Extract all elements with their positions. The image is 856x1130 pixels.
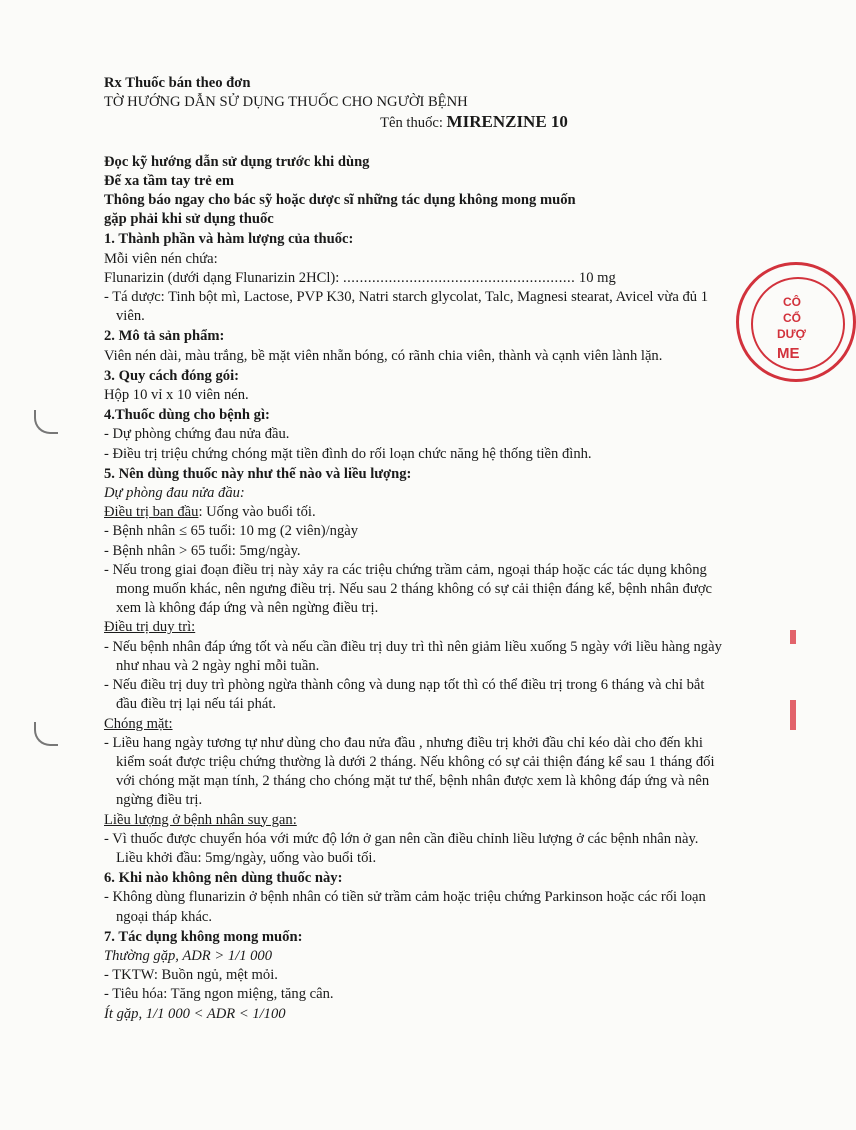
s4-bullet-2: - Điều trị triệu chứng chóng mặt tiền đình do rối loạn chức năng hệ thống tiền đình. [104,445,592,462]
edge-stamp-mark [790,630,796,644]
section-2-title: 2. Mô tả sản phẩm: [104,328,225,345]
s5-liver-label: Liều lượng ở bệnh nhân suy gan: [104,811,297,828]
s4-bullet-1: - Dự phòng chứng đau nửa đầu. [104,426,290,443]
s7-bullet-2: - Tiêu hóa: Tăng ngon miệng, tăng cân. [104,986,334,1003]
section-7-title: 7. Tác dụng không mong muốn: [104,928,303,945]
s5-bullet-2: - Bệnh nhân > 65 tuổi: 5mg/ngày. [104,542,301,559]
ingredient-amount: 10 mg [575,269,616,286]
s3-text: Hộp 10 vỉ x 10 viên nén. [104,387,249,404]
stamp-text-4: ME [777,345,800,362]
warning-report-cont: gặp phải khi sử dụng thuốc [104,211,274,228]
s5-maint-1: - Nếu bệnh nhân đáp ứng tốt và nếu cần điều trị duy trì thì nên giảm liều xuống 5 ngày với liều hàng ngày như nhau và 2 ngày nghỉ mỗi tuần. [104,638,722,674]
drug-label: Tên thuốc: [380,115,447,132]
drug-title [104,112,724,133]
drug-name: MIRENZINE 10 [446,112,568,132]
warning-read: Đọc kỹ hướng dẫn sử dụng trước khi dùng [104,153,370,170]
s5-dizzy-1: - Liều hang ngày tương tự như dùng cho đau nửa đầu , nhưng điều trị khởi đầu chỉ kéo dài cho đến khi kiểm soát được triệu chứng thường là dưới 2 tháng. Nếu không có sự cải thiện đáng kể sau 1 tháng đối với chóng mặt mạn tính, 2 tháng cho chóng mặt tư thế, bệnh nhân được xem là không đáp ứng và nên ngừng điều trị. [104,734,715,809]
rx-label: Rx Thuốc bán theo đơn [104,75,251,91]
s6-bullet-1: - Không dùng flunarizin ở bệnh nhân có tiền sử trầm cảm hoặc triệu chứng Parkinson hoặc các rối loạn ngoại tháp khác. [104,889,706,925]
warning-report: Thông báo ngay cho bác sỹ hoặc dược sĩ những tác dụng không mong muốn [104,192,576,209]
s2-text: Viên nén dài, màu trắng, bề mặt viên nhẵn bóng, có rãnh chia viên, thành và cạnh viên lành lặn. [104,347,663,364]
s5-maintenance-label: Điều trị duy trì: [104,619,196,636]
punch-hole-mark [34,410,58,434]
s5-maint-2: - Nếu điều trị duy trì phòng ngừa thành công và dung nạp tốt thì có thể điều trị trong 6 tháng và chỉ bắt đầu điều trị lại nếu tái phát. [104,677,705,713]
company-stamp [736,262,856,382]
section-6-title: 6. Khi nào không nên dùng thuốc này: [104,870,343,887]
stamp-text-2: CỔ [783,311,801,325]
s1-ingredient [104,269,724,288]
section-1-title: 1. Thành phần và hàm lượng của thuốc: [104,231,354,248]
stamp-text-1: CÔ [783,295,801,309]
initial-label: Điều trị ban đầu [104,504,199,521]
s7-common: Thường gặp, ADR > 1/1 000 [104,947,273,964]
section-3-title: 3. Quy cách đóng gói: [104,367,240,384]
initial-text: : Uống vào buổi tối. [198,504,316,521]
s7-rare: Ít gặp, 1/1 000 < ADR < 1/100 [104,1005,286,1022]
guide-title: TỜ HƯỚNG DẪN SỬ DỤNG THUỐC CHO NGƯỜI BỆNH [104,94,468,111]
s5-liver-1: - Vì thuốc được chuyển hóa với mức độ lớn ở gan nên cần điều chỉnh liều lượng ở các bệnh nhân này. Liều khởi đầu: 5mg/ngày, uống vào buổi tối. [104,830,699,866]
s1-excipients: - Tá dược: Tinh bột mì, Lactose, PVP K30, Natri starch glycolat, Talc, Magnesi stearat, Avicel vừa đủ 1 viên. [104,289,708,325]
stamp-text-3: DƯỢ [777,327,806,341]
ingredient-name: Flunarizin (dưới dạng Flunarizin 2HCl): [104,269,343,286]
s5-bullet-1: - Bệnh nhân ≤ 65 tuổi: 10 mg (2 viên)/ngày [104,523,359,540]
s5-dizzy-label: Chóng mặt: [104,715,173,732]
leaflet-page [104,74,724,1024]
section-5-title: 5. Nên dùng thuốc này như thế nào và liều lượng: [104,465,412,482]
punch-hole-mark [34,722,58,746]
edge-stamp-mark [790,700,796,730]
section-4-title: 4.Thuốc dùng cho bệnh gì: [104,407,270,424]
warning-children: Để xa tầm tay trẻ em [104,172,235,189]
s5-sub-migraine: Dự phòng đau nửa đầu: [104,485,245,502]
ingredient-dots: ........................................................ [342,269,576,286]
s5-bullet-3: - Nếu trong giai đoạn điều trị này xảy ra các triệu chứng trầm cảm, ngoại tháp hoặc các tác dụng không mong muốn khác, nên ngưng điều trị. Nếu sau 2 tháng không có sự cải thiện đáng kể, bệnh nhân được xem là không đáp ứng và nên ngừng điều trị. [104,561,713,617]
s5-initial [104,503,724,522]
s1-line1: Mỗi viên nén chứa: [104,250,218,267]
s7-bullet-1: - TKTW: Buồn ngủ, mệt mỏi. [104,967,278,984]
